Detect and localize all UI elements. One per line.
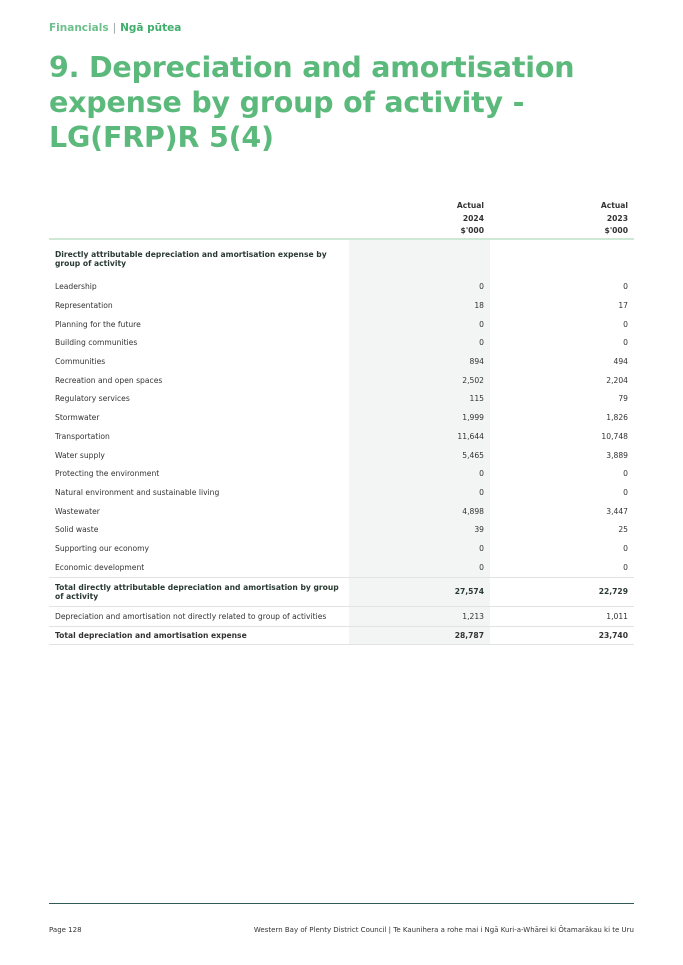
row-value-2024: 0 <box>349 278 490 297</box>
row-label: Natural environment and sustainable living <box>55 487 220 497</box>
row-value-2024: 0 <box>349 483 490 502</box>
breadcrumb-separator: | <box>112 22 117 34</box>
row-label: Wastewater <box>55 506 100 516</box>
row-value-2023: 2,204 <box>606 375 628 385</box>
header-label-cell <box>49 200 349 239</box>
grand-total-label: Total depreciation and amortisation expense <box>49 626 349 644</box>
row-label: Economic development <box>55 562 145 572</box>
grand-total-row <box>49 626 634 644</box>
row-value-2024: 115 <box>349 390 490 409</box>
table-row <box>49 278 634 297</box>
row-value-2024: 11,644 <box>349 427 490 446</box>
total-direct-row <box>49 577 634 606</box>
header-2024-unit: $'000 <box>460 226 484 235</box>
row-label: Solid waste <box>55 525 99 535</box>
header-2023 <box>490 200 634 239</box>
row-label: Stormwater <box>55 413 100 423</box>
row-value-2023: 25 <box>618 525 628 535</box>
non-direct-2024: 1,213 <box>349 606 490 626</box>
table-header-row <box>49 200 634 239</box>
page-title-line-2: expense by group of activity - <box>49 86 525 119</box>
grand-total-2024: 28,787 <box>349 626 490 644</box>
row-label: Supporting our economy <box>55 543 150 553</box>
row-value-2023: 10,748 <box>601 431 628 441</box>
row-value-2023: 494 <box>613 357 628 367</box>
table-row <box>49 390 634 409</box>
table-row <box>49 502 634 521</box>
footer-divider <box>49 903 634 904</box>
table-row <box>49 520 634 539</box>
row-label: Water supply <box>55 450 105 460</box>
header-2024-actual: Actual <box>456 201 484 210</box>
grand-total-2023: 23,740 <box>490 626 634 644</box>
page-title-line-1: 9. Depreciation and amortisation <box>49 51 575 84</box>
header-2024-year: 2024 <box>462 213 484 223</box>
row-label: Transportation <box>55 431 110 441</box>
row-value-2024: 39 <box>349 520 490 539</box>
row-value-2023: 3,447 <box>606 506 628 516</box>
section-heading-2023 <box>490 239 634 278</box>
page-title <box>49 50 649 155</box>
section-heading-row <box>49 239 634 278</box>
row-value-2023: 0 <box>623 469 628 479</box>
row-value-2023: 17 <box>618 301 628 311</box>
row-value-2023: 0 <box>623 338 628 348</box>
row-label: Building communities <box>55 338 138 348</box>
section-heading: Directly attributable depreciation and amortisation expense by group of activity <box>55 249 327 268</box>
row-label: Leadership <box>55 282 97 292</box>
table-row <box>49 315 634 334</box>
breadcrumb-section: Financials <box>49 22 109 34</box>
table-row <box>49 446 634 465</box>
depreciation-table <box>49 200 634 645</box>
row-value-2024: 0 <box>349 539 490 558</box>
row-value-2024: 0 <box>349 315 490 334</box>
row-value-2024: 4,898 <box>349 502 490 521</box>
row-value-2023: 0 <box>623 487 628 497</box>
row-value-2024: 18 <box>349 296 490 315</box>
table-row <box>49 334 634 353</box>
header-2023-year: 2023 <box>606 213 628 223</box>
row-value-2024: 0 <box>349 464 490 483</box>
table-row <box>49 464 634 483</box>
row-value-2023: 1,826 <box>606 413 628 423</box>
page-number: Page 128 <box>49 926 82 934</box>
row-value-2024: 0 <box>349 558 490 577</box>
row-value-2024: 0 <box>349 334 490 353</box>
total-direct-label: Total directly attributable depreciation and amortisation by group of activity <box>49 577 349 606</box>
row-value-2024: 894 <box>349 352 490 371</box>
header-2023-actual: Actual <box>600 201 628 210</box>
header-2024 <box>349 200 490 239</box>
footer-organisation: Western Bay of Plenty District Council | Te Kaunihera a rohe mai i Ngā Kuri-a-Whārei ki Ōtamarākau ki te Uru <box>253 926 634 934</box>
table-row <box>49 296 634 315</box>
row-value-2024: 5,465 <box>349 446 490 465</box>
table-row <box>49 352 634 371</box>
row-value-2023: 0 <box>623 543 628 553</box>
section-heading-2024 <box>349 239 490 278</box>
row-value-2023: 0 <box>623 562 628 572</box>
total-direct-2023: 22,729 <box>490 577 634 606</box>
row-label: Representation <box>55 301 113 311</box>
row-value-2023: 0 <box>623 282 628 292</box>
breadcrumb-section-maori: Ngā pūtea <box>120 22 182 34</box>
table-row <box>49 371 634 390</box>
row-value-2023: 3,889 <box>606 450 628 460</box>
non-direct-row <box>49 606 634 626</box>
header-2023-unit: $'000 <box>604 226 628 235</box>
total-direct-2024: 27,574 <box>349 577 490 606</box>
row-value-2023: 79 <box>618 394 628 404</box>
breadcrumb <box>49 22 181 34</box>
row-value-2023: 0 <box>623 319 628 329</box>
row-label: Recreation and open spaces <box>55 375 163 385</box>
table-row <box>49 408 634 427</box>
table-row <box>49 427 634 446</box>
row-label: Communities <box>55 357 106 367</box>
row-value-2024: 2,502 <box>349 371 490 390</box>
table-row <box>49 558 634 577</box>
row-label: Protecting the environment <box>55 469 160 479</box>
table-row <box>49 483 634 502</box>
page-title-line-3: LG(FRP)R 5(4) <box>49 121 274 154</box>
non-direct-label: Depreciation and amortisation not directly related to group of activities <box>49 606 349 626</box>
row-value-2024: 1,999 <box>349 408 490 427</box>
row-label: Planning for the future <box>55 319 141 329</box>
non-direct-2023: 1,011 <box>490 606 634 626</box>
table-row <box>49 539 634 558</box>
row-label: Regulatory services <box>55 394 130 404</box>
